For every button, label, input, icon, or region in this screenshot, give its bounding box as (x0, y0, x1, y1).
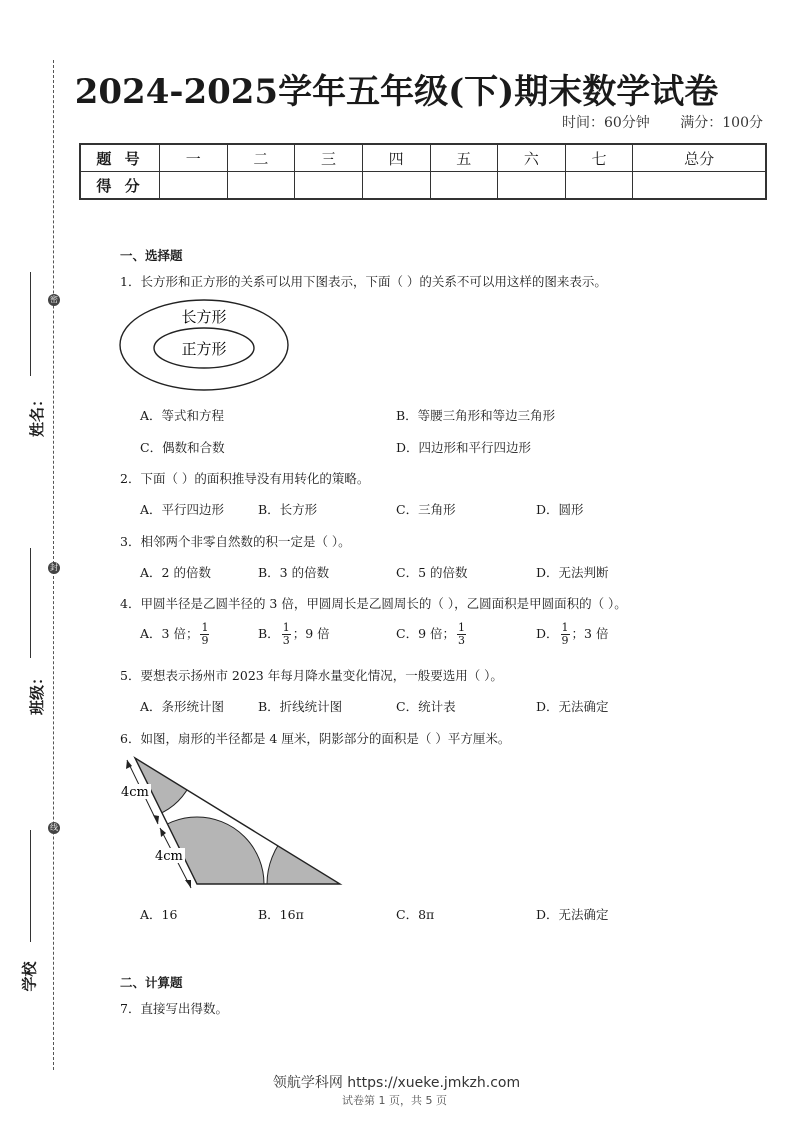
seal-mark-feng: 封 (50, 563, 58, 572)
q3-option-d[interactable]: D．无法判断 (536, 565, 609, 580)
name-blank-line (30, 272, 31, 376)
shaded-sectors (115, 752, 350, 894)
name-label: 姓名： (28, 391, 47, 438)
q6-triangle-figure (115, 752, 350, 894)
page-number: 试卷第 1 页，共 5 页 (342, 1094, 447, 1107)
q5-option-a[interactable]: A．条形统计图 (140, 699, 225, 714)
school-label: 学校 (20, 961, 39, 992)
q2-option-c[interactable]: C．三角形 (396, 502, 456, 517)
q4-option-b[interactable] (258, 622, 330, 647)
denominator: 3 (282, 634, 290, 647)
q4-d-post: ；3 倍 (571, 626, 609, 641)
score-cell[interactable] (430, 172, 498, 200)
q1-venn-diagram (118, 298, 293, 394)
col-total: 总分 (633, 144, 766, 172)
score-cell[interactable] (227, 172, 295, 200)
denominator: 9 (201, 634, 209, 647)
class-label: 班级： (28, 669, 47, 716)
question-3-text: 3．相邻两个非零自然数的积一定是（ ）。 (120, 534, 351, 549)
q6-option-b[interactable]: B．16π (258, 907, 304, 922)
arrowhead (185, 880, 191, 888)
q4-option-a[interactable] (140, 622, 211, 647)
q3-option-c[interactable]: C．5 的倍数 (396, 565, 468, 580)
q1-option-c[interactable]: C．偶数和合数 (140, 440, 225, 455)
score-cell[interactable] (160, 172, 228, 200)
question-4-text: 4．甲圆半径是乙圆半径的 3 倍，甲圆周长是乙圆周长的（ ），乙圆面积是甲圆面积的（ ）。 (120, 596, 627, 611)
q6-option-a[interactable]: A．16 (140, 907, 178, 922)
q5-option-c[interactable]: C．统计表 (396, 699, 456, 714)
score-cell[interactable] (362, 172, 430, 200)
q2-option-a[interactable]: A．平行四边形 (140, 502, 225, 517)
q2-option-b[interactable]: B．长方形 (258, 502, 318, 517)
col-4: 四 (362, 144, 430, 172)
seal-mark-xian: 线 (50, 823, 58, 832)
question-7-text: 7．直接写出得数。 (120, 1001, 228, 1016)
col-3: 三 (295, 144, 363, 172)
question-2-text: 2．下面（ ）的面积推导没有用转化的策略。 (120, 471, 370, 486)
col-5: 五 (430, 144, 498, 172)
q5-option-b[interactable]: B．折线统计图 (258, 699, 343, 714)
school-blank-line (30, 830, 31, 942)
class-blank-line (30, 548, 31, 658)
q4-c-pre: C．9 倍； (396, 626, 455, 641)
dimension-label-2: 4cm (155, 849, 183, 864)
q1-option-a[interactable]: A．等式和方程 (140, 408, 225, 423)
q4-option-d[interactable] (536, 622, 608, 647)
q4-c-fraction (457, 622, 466, 647)
arrowhead (153, 815, 159, 824)
q3-option-a[interactable]: A．2 的倍数 (140, 565, 211, 580)
arrowhead (160, 828, 166, 837)
q4-d-fraction (561, 622, 570, 647)
q2-option-d[interactable]: D．圆形 (536, 502, 584, 517)
outer-label: 长方形 (181, 308, 227, 326)
exam-title: 2024-2025学年五年级(下)期末数学试卷 (74, 72, 719, 112)
col-1: 一 (160, 144, 228, 172)
q4-b-pre: B． (258, 626, 280, 641)
q1-option-d[interactable]: D．四边形和平行四边形 (396, 440, 532, 455)
numerator: 1 (561, 621, 569, 634)
seal-mark-mi: 密 (50, 295, 58, 304)
score-table-header-row (80, 144, 766, 172)
numerator: 1 (201, 621, 209, 634)
time-limit: 时间：60分钟 (561, 115, 650, 131)
q6-option-c[interactable]: C．8π (396, 907, 435, 922)
question-1-text: 1．长方形和正方形的关系可以用下图表示，下面（ ）的关系不可以用这样的图来表示。 (120, 274, 607, 289)
sector-bottom-right (267, 811, 350, 894)
section-choice-title: 一、选择题 (120, 248, 183, 263)
full-score: 满分：100分 (680, 115, 763, 131)
score-cell[interactable] (498, 172, 566, 200)
score-table-score-row (80, 172, 766, 200)
q4-option-c[interactable] (396, 622, 468, 647)
q4-d-pre: D． (536, 626, 559, 641)
numerator: 1 (458, 621, 465, 634)
watermark: 领航学科网 https://xueke.jmkzh.com (272, 1075, 521, 1091)
score-cell[interactable] (633, 172, 766, 200)
section-calc-title: 二、计算题 (120, 975, 183, 990)
q6-option-d[interactable]: D．无法确定 (536, 907, 609, 922)
q4-a-fraction (200, 622, 209, 647)
question-5-text: 5．要想表示扬州市 2023 年每月降水量变化情况，一般要选用（ ）。 (120, 668, 503, 683)
denominator: 9 (561, 634, 569, 647)
dimension-label-1: 4cm (121, 785, 149, 800)
row-head-score: 得 分 (80, 172, 160, 200)
score-cell[interactable] (295, 172, 363, 200)
q4-a-pre: A．3 倍； (140, 626, 199, 641)
footer (0, 1072, 793, 1108)
question-6-text: 6．如图，扇形的半径都是 4 厘米，阴影部分的面积是（ ）平方厘米。 (120, 731, 511, 746)
q4-b-post: ；9 倍 (292, 626, 330, 641)
exam-meta (536, 112, 763, 132)
col-2: 二 (227, 144, 295, 172)
denominator: 3 (458, 634, 465, 647)
q1-option-b[interactable]: B．等腰三角形和等边三角形 (396, 408, 556, 423)
q3-option-b[interactable]: B．3 的倍数 (258, 565, 330, 580)
numerator: 1 (282, 621, 290, 634)
row-head-question: 题 号 (80, 144, 160, 172)
score-cell[interactable] (565, 172, 633, 200)
q5-option-d[interactable]: D．无法确定 (536, 699, 609, 714)
col-6: 六 (498, 144, 566, 172)
q4-b-fraction (282, 622, 291, 647)
inner-label: 正方形 (181, 340, 227, 358)
score-table (79, 143, 767, 200)
col-7: 七 (565, 144, 633, 172)
